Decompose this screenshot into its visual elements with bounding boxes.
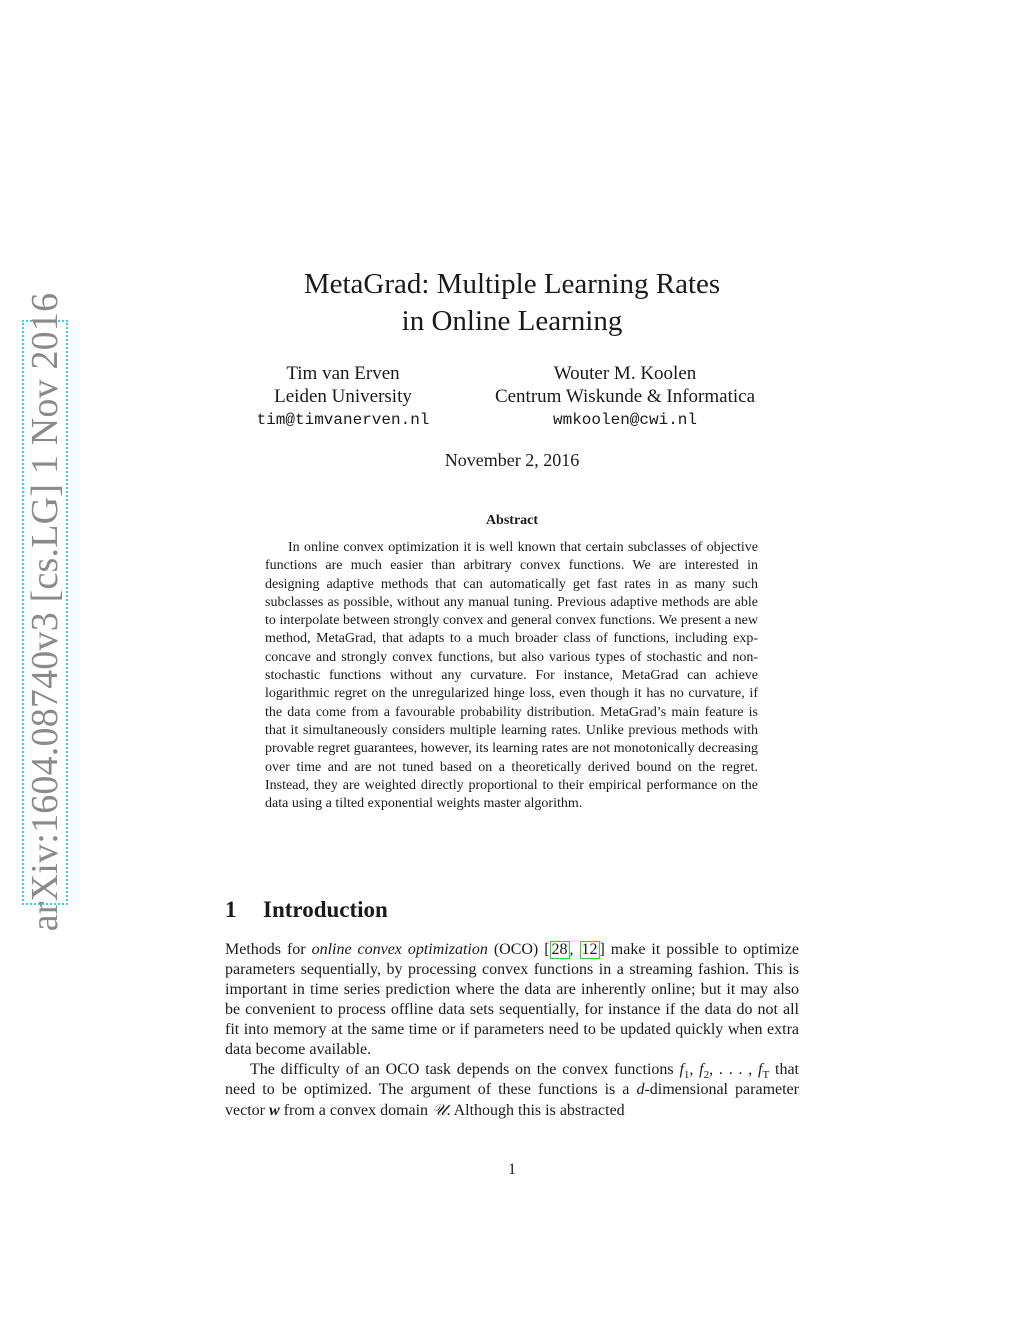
math-f-sequence: $f_1$, $f_2$, . . . , $f_T$ bbox=[679, 1061, 770, 1082]
math-symbol: d bbox=[636, 1081, 645, 1098]
math-subscript: 1 bbox=[683, 1069, 690, 1082]
author-name: Wouter M. Koolen bbox=[553, 363, 697, 384]
text-run: that need to be optimized. The argument of these functions is a bbox=[225, 1061, 799, 1098]
intro-paragraph-1 bbox=[225, 940, 799, 1060]
text-run: ] make it possible to optimize parameters sequentially, by processing convex functions in a streaming fashion. This is important in time series prediction where the data are inherently online; but it may also be convenient to process offline data sets sequentially, for instance if the data do not all fit into memory at the same time or if parameters need to be updated quickly when extra data become available. bbox=[225, 941, 800, 1058]
text-run: . Although this is abstracted bbox=[446, 1102, 625, 1119]
arxiv-stamp-text[interactable]: arXiv:1604.08740v3 [cs.LG] 1 Nov 2016 bbox=[24, 292, 66, 932]
author-name: Tim van Erven bbox=[286, 363, 400, 384]
section-heading bbox=[225, 897, 388, 923]
title-line-2: in Online Learning bbox=[401, 305, 623, 337]
page-number: 1 bbox=[508, 1161, 516, 1178]
math-symbol: f bbox=[699, 1061, 704, 1078]
emphasized-term: online convex optimization bbox=[311, 941, 488, 958]
citation-link-28[interactable]: 28 bbox=[551, 941, 568, 958]
text-run: -dimensional parameter vector bbox=[225, 1081, 799, 1119]
author-block-2 bbox=[468, 362, 782, 432]
abstract-heading: Abstract bbox=[485, 513, 539, 528]
section-title: Introduction bbox=[263, 897, 388, 922]
math-symbol: f bbox=[758, 1061, 763, 1078]
author-email: wmkoolen@cwi.nl bbox=[552, 411, 698, 429]
math-vector: w bbox=[268, 1102, 280, 1119]
abstract-text: In online convex optimization it is well known that certain subclasses of objective functions are much easier than arbitrary convex functions. We are interested in designing adaptive methods that can automatically get fast rates in as many such subclasses as possible, without any manual tuning. Previous adaptive methods are able to interpolate between strongly convex and general convex functions. We present a new method, MetaGrad, that adapts to a much broader class of functions, including exp-concave and strongly convex functions, but also various types of stochastic and non-stochastic functions without any curvature. For instance, MetaGrad can achieve logarithmic regret on the unregularized hinge loss, even though it has no curvature, if the data come from a favourable probability distribution. MetaGrad’s main feature is that it simultaneously considers multiple learning rates. Unlike previous methods with provable regret guarantees, however, its learning rates are not monotonically decreasing over time and are not tuned based on a theoretically derived bound on the regret. Instead, they are weighted directly proportional to their empirical performance on the data using a tilted exponential weights master algorithm. bbox=[265, 540, 758, 812]
text-run: Methods for bbox=[225, 941, 312, 958]
math-symbol: f bbox=[679, 1061, 684, 1078]
citation-link-12[interactable]: 12 bbox=[581, 941, 598, 958]
title-line-1: MetaGrad: Multiple Learning Rates bbox=[303, 268, 721, 300]
author-block-1 bbox=[232, 362, 454, 432]
text-run: , bbox=[569, 941, 580, 958]
author-email: tim@timvanerven.nl bbox=[256, 411, 430, 429]
text-run: (OCO) [ bbox=[487, 941, 550, 958]
author-affiliation: Centrum Wiskunde & Informatica bbox=[494, 386, 756, 407]
author-affiliation: Leiden University bbox=[274, 386, 412, 407]
math-subscript: T bbox=[762, 1069, 770, 1082]
text-run: The difficulty of an OCO task depends on the convex functions bbox=[250, 1061, 680, 1078]
section-number: 1 bbox=[225, 897, 237, 922]
math-domain: 𝒰 bbox=[432, 1100, 447, 1119]
math-subscript: 2 bbox=[703, 1069, 710, 1082]
text-run: from a convex domain bbox=[279, 1102, 433, 1119]
paper-date: November 2, 2016 bbox=[444, 450, 580, 470]
paper-title bbox=[200, 266, 824, 340]
intro-paragraph-2 bbox=[225, 1060, 799, 1121]
